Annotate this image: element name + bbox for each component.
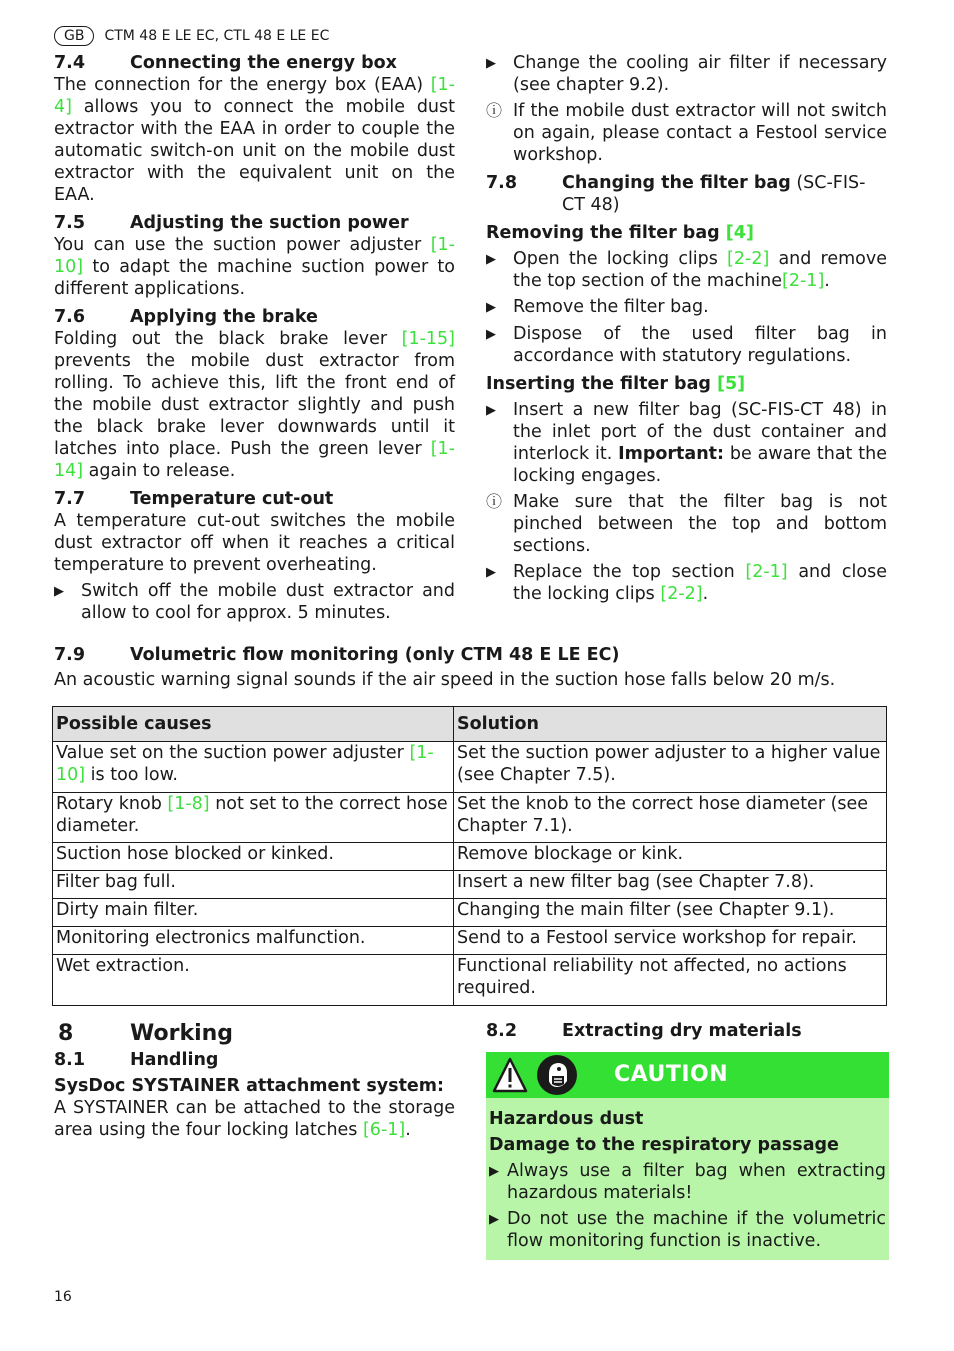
section-7-6: [54, 306, 455, 482]
language-badge: GB: [54, 26, 94, 46]
section-8: [54, 1020, 455, 1141]
section-text: The connection for the energy box (EAA) [1-4] allows you to connect the mobile dust extractor with the EAA in order to couple the automatic switch-on unit on the mobile dust extractor with the equivalent unit on the EAA.: [54, 75, 455, 205]
section-heading: 7.4 Connecting the energy box: [54, 53, 397, 73]
table-row: [53, 955, 887, 1006]
info-icon: ⓘ: [486, 492, 503, 511]
reference-link[interactable]: [2-2]: [660, 584, 703, 604]
reference-link[interactable]: [2-2]: [727, 249, 770, 269]
table-row: [53, 899, 887, 927]
section-heading: 7.5 Adjusting the suction power: [54, 213, 409, 233]
bullet-arrow-icon: ▶: [489, 1212, 499, 1227]
list-item: ▶ Open the locking clips [2-2] and remove the top section of the machine[2-1].: [486, 249, 887, 291]
left-column: [54, 52, 455, 624]
reference-link[interactable]: [1-10]: [56, 743, 434, 785]
subheading-removing: Removing the filter bag [4]: [486, 223, 754, 243]
bullet-arrow-icon: ▶: [486, 565, 496, 580]
info-item: ⓘ Make sure that the filter bag is not pinched between the top and bottom sections.: [486, 492, 887, 556]
table-row: [53, 843, 887, 871]
bullet-arrow-icon: ▶: [486, 327, 496, 342]
list-item: ▶ Always use a filter bag when extracting hazardous materials!: [489, 1161, 886, 1203]
reference-link[interactable]: [1-4]: [54, 75, 455, 117]
solution-cell: Set the suction power adjuster to a higher value (see Chapter 7.5).: [454, 742, 887, 793]
section-7-7: [54, 488, 455, 624]
caution-box: [486, 1052, 889, 1260]
section-7-5: [54, 212, 455, 300]
section-text: A SYSTAINER can be attached to the storage area using the four locking latches [6-1].: [54, 1098, 455, 1140]
info-item: ⓘ If the mobile dust extractor will not switch on again, please contact a Festool service workshop.: [486, 101, 887, 165]
solution-cell: Remove blockage or kink.: [454, 843, 887, 871]
solution-cell: Send to a Festool service workshop for repair.: [454, 927, 887, 955]
subheading-systainer: SysDoc SYSTAINER attachment system:: [54, 1076, 445, 1096]
right-column: [486, 52, 887, 605]
list-item: ▶ Insert a new filter bag (SC-FIS-CT 48) in the inlet port of the dust container and interlock it. Important: be aware that the locking engages.: [486, 400, 887, 486]
bullet-arrow-icon: ▶: [54, 584, 64, 599]
section-text: Folding out the black brake lever [1-15] prevents the mobile dust extractor from rolling. To achieve this, lift the front end of the mobile dust extractor slightly and push the black brake lever downwards until it latches into place. Push the green lever [1-14] again to release.: [54, 329, 455, 481]
solution-cell: Changing the main filter (see Chapter 9.1).: [454, 899, 887, 927]
hazard-title: Hazardous dust: [489, 1109, 644, 1129]
reference-link[interactable]: [1-14]: [54, 439, 455, 481]
table-row: [53, 742, 887, 793]
section-text: You can use the suction power adjuster [1-10] to adapt the machine suction power to different applications.: [54, 235, 455, 299]
bullet-arrow-icon: ▶: [486, 252, 496, 267]
table-header-row: [53, 707, 887, 742]
list-item: ▶ Dispose of the used filter bag in accordance with statutory regulations.: [486, 324, 887, 366]
page-number: 16: [54, 1289, 72, 1305]
cause-cell: Rotary knob [1-8] not set to the correct hose diameter.: [53, 793, 454, 843]
section-7-4: [54, 52, 455, 206]
subheading-inserting: Inserting the filter bag [5]: [486, 374, 746, 394]
caution-header: [486, 1052, 889, 1098]
table-row: [53, 871, 887, 899]
bullet-arrow-icon: ▶: [486, 56, 496, 71]
list-item: ▶ Switch off the mobile dust extractor and allow to cool for approx. 5 minutes.: [54, 581, 455, 623]
section-heading: 8.2 Extracting dry materials: [486, 1021, 802, 1041]
cause-cell: Value set on the suction power adjuster [1-10] is too low.: [53, 742, 454, 793]
respirator-mask-icon: [536, 1054, 578, 1096]
bullet-arrow-icon: ▶: [486, 403, 496, 418]
section-heading: 7.8 Changing the filter bag (SC-FIS-CT 48): [486, 173, 866, 215]
table-row: [53, 927, 887, 955]
warning-triangle-icon: [492, 1056, 528, 1094]
list-item: ▶ Change the cooling air filter if necessary (see chapter 9.2).: [486, 53, 887, 95]
section-heading: 8.1 Handling: [54, 1050, 219, 1070]
page-header: [54, 25, 329, 47]
section-8-2: [486, 1020, 889, 1260]
list-item: ▶ Do not use the machine if the volumetric flow monitoring function is inactive.: [489, 1209, 886, 1251]
caution-body: [486, 1098, 889, 1260]
solution-cell: Insert a new filter bag (see Chapter 7.8).: [454, 871, 887, 899]
cause-cell: Dirty main filter.: [53, 899, 454, 927]
section-text: An acoustic warning signal sounds if the air speed in the suction hose falls below 20 m/s.: [54, 670, 836, 690]
list-item: ▶ Remove the filter bag.: [486, 297, 709, 317]
section-text: A temperature cut-out switches the mobile dust extractor off when it reaches a critical temperature to prevent overheating.: [54, 511, 455, 575]
cause-cell: Filter bag full.: [53, 871, 454, 899]
reference-link[interactable]: [5]: [717, 374, 746, 394]
cause-cell: Suction hose blocked or kinked.: [53, 843, 454, 871]
cause-cell: Monitoring electronics malfunction.: [53, 927, 454, 955]
solution-cell: Set the knob to the correct hose diameter (see Chapter 7.1).: [454, 793, 887, 843]
reference-link[interactable]: [1-8]: [167, 794, 210, 814]
info-icon: ⓘ: [486, 101, 503, 120]
reference-link[interactable]: [4]: [725, 223, 754, 243]
hazard-consequence: Damage to the respiratory passage: [489, 1135, 839, 1155]
reference-link[interactable]: [6-1]: [362, 1120, 406, 1140]
column-header: Possible causes: [53, 707, 454, 742]
reference-link[interactable]: [1-10]: [54, 235, 455, 277]
caution-label: CAUTION: [614, 1062, 729, 1087]
reference-link[interactable]: [2-1]: [782, 271, 825, 291]
section-heading: 7.7 Temperature cut-out: [54, 489, 334, 509]
section-heading: 7.6 Applying the brake: [54, 307, 318, 327]
section-7-9: [54, 644, 887, 691]
reference-link[interactable]: [1-15]: [401, 329, 455, 349]
troubleshooting-table: [52, 706, 887, 1006]
column-header: Solution: [454, 707, 887, 742]
bullet-arrow-icon: ▶: [489, 1164, 499, 1179]
cause-cell: Wet extraction.: [53, 955, 454, 1006]
solution-cell: Functional reliability not affected, no actions required.: [454, 955, 887, 1006]
bullet-arrow-icon: ▶: [486, 300, 496, 315]
table-row: [53, 793, 887, 843]
section-heading: 7.9 Volumetric flow monitoring (only CTM 48 E LE EC): [54, 645, 620, 665]
chapter-heading: 8 Working: [58, 1021, 234, 1046]
reference-link[interactable]: [2-1]: [745, 562, 788, 582]
list-item: ▶ Replace the top section [2-1] and close the locking clips [2-2].: [486, 562, 888, 604]
section-7-8: [486, 172, 887, 605]
model-name: CTM 48 E LE EC, CTL 48 E LE EC: [104, 28, 330, 44]
